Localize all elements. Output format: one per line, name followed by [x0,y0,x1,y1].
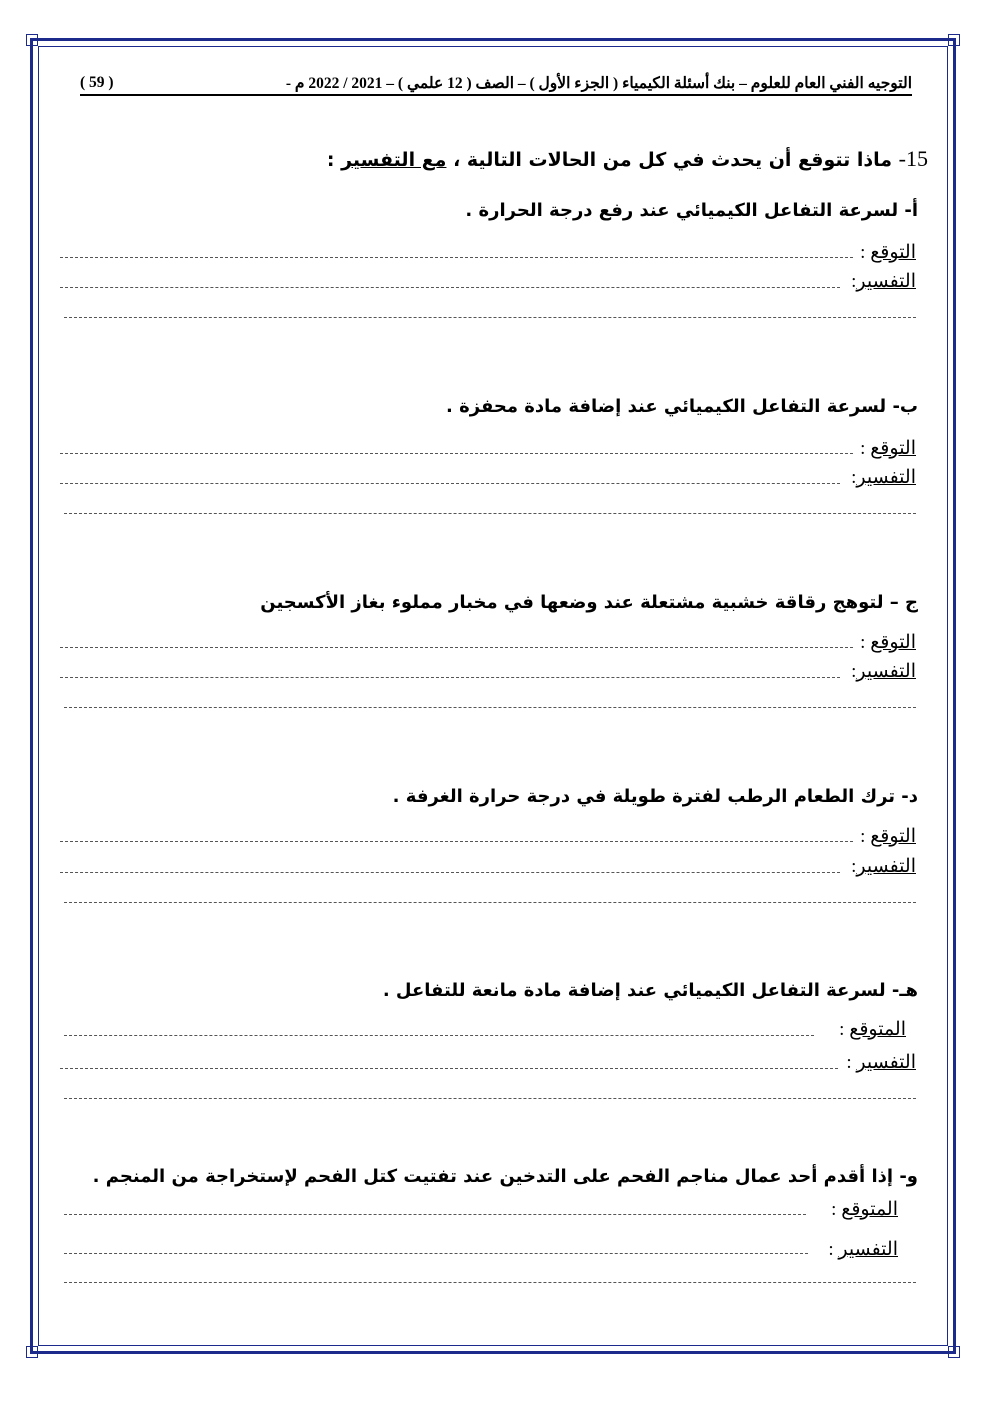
item-c-expect-line[interactable] [60,647,853,648]
corner-ornament [948,34,960,46]
item-b-expect-line[interactable] [60,453,853,454]
item-d-explain-label: التفسير: [851,856,916,877]
item-b-explain-label: التفسير: [851,467,916,488]
item-b-text: ب- لسرعة التفاعل الكيميائي عند إضافة مادة محفزة . [446,396,918,417]
item-f-explain-label: التفسير : [828,1239,898,1260]
corner-ornament [26,1346,38,1358]
item-d-expect-label: التوقع : [860,826,916,847]
item-b-explain-line[interactable] [60,483,840,484]
item-f-extra-line[interactable] [64,1282,916,1283]
question-colon: : [326,149,335,171]
item-d-expect-line[interactable] [60,841,853,842]
item-c-explain-label: التفسير: [851,661,916,682]
item-d-text: د- ترك الطعام الرطب لفترة طويلة في درجة حرارة الغرفة . [392,786,918,807]
corner-ornament [26,34,38,46]
page-header [80,74,912,96]
item-f-expect-label: المتوقع : [831,1199,898,1220]
item-a-expect-line[interactable] [60,257,853,258]
question-text-underlined: مع التفسير [341,149,447,171]
item-e-extra-line[interactable] [64,1098,916,1099]
item-a-explain-line[interactable] [60,287,840,288]
question-title [327,146,928,172]
item-c-text: ج – لتوهج رقاقة خشبية مشتعلة عند وضعها في مخبار مملوء بغاز الأكسجين [260,592,918,613]
item-c-explain-line[interactable] [60,677,840,678]
item-b-expect-label: التوقع : [860,438,916,459]
item-e-expect-label: المتوقع : [839,1019,906,1040]
item-e-text: هـ- لسرعة التفاعل الكيميائي عند إضافة مادة مانعة للتفاعل . [382,980,918,1001]
page-number: ( 59 ) [80,74,114,91]
corner-ornament [948,1346,960,1358]
item-e-explain-line[interactable] [60,1068,838,1069]
item-f-text: و- إذا أقدم أحد عمال مناجم الفحم على التدخين عند تفتيت كتل الفحم لإستخراجة من المنجم . [92,1166,918,1187]
item-e-explain-label: التفسير : [846,1052,916,1073]
item-f-explain-line[interactable] [64,1253,808,1254]
item-c-extra-line[interactable] [64,707,916,708]
page-border-inner [38,46,948,1346]
header-text: التوجيه الفني العام للعلوم – بنك أسئلة الكيمياء ( الجزء الأول ) – الصف ( 12 علمي ) – 2021 / 2022 م - [285,75,912,92]
item-f-expect-line[interactable] [64,1214,806,1215]
item-a-extra-line[interactable] [64,317,916,318]
item-d-extra-line[interactable] [64,902,916,903]
question-number: 15- [898,146,928,171]
item-a-explain-label: التفسير: [851,271,916,292]
item-e-expect-line[interactable] [64,1035,814,1036]
item-a-expect-label: التوقع : [860,242,916,263]
item-a-text: أ- لسرعة التفاعل الكيميائي عند رفع درجة الحرارة . [465,200,918,221]
item-d-explain-line[interactable] [60,872,840,873]
question-text: ماذا تتوقع أن يحدث في كل من الحالات التالية ، [453,149,893,171]
item-c-expect-label: التوقع : [860,632,916,653]
item-b-extra-line[interactable] [64,513,916,514]
